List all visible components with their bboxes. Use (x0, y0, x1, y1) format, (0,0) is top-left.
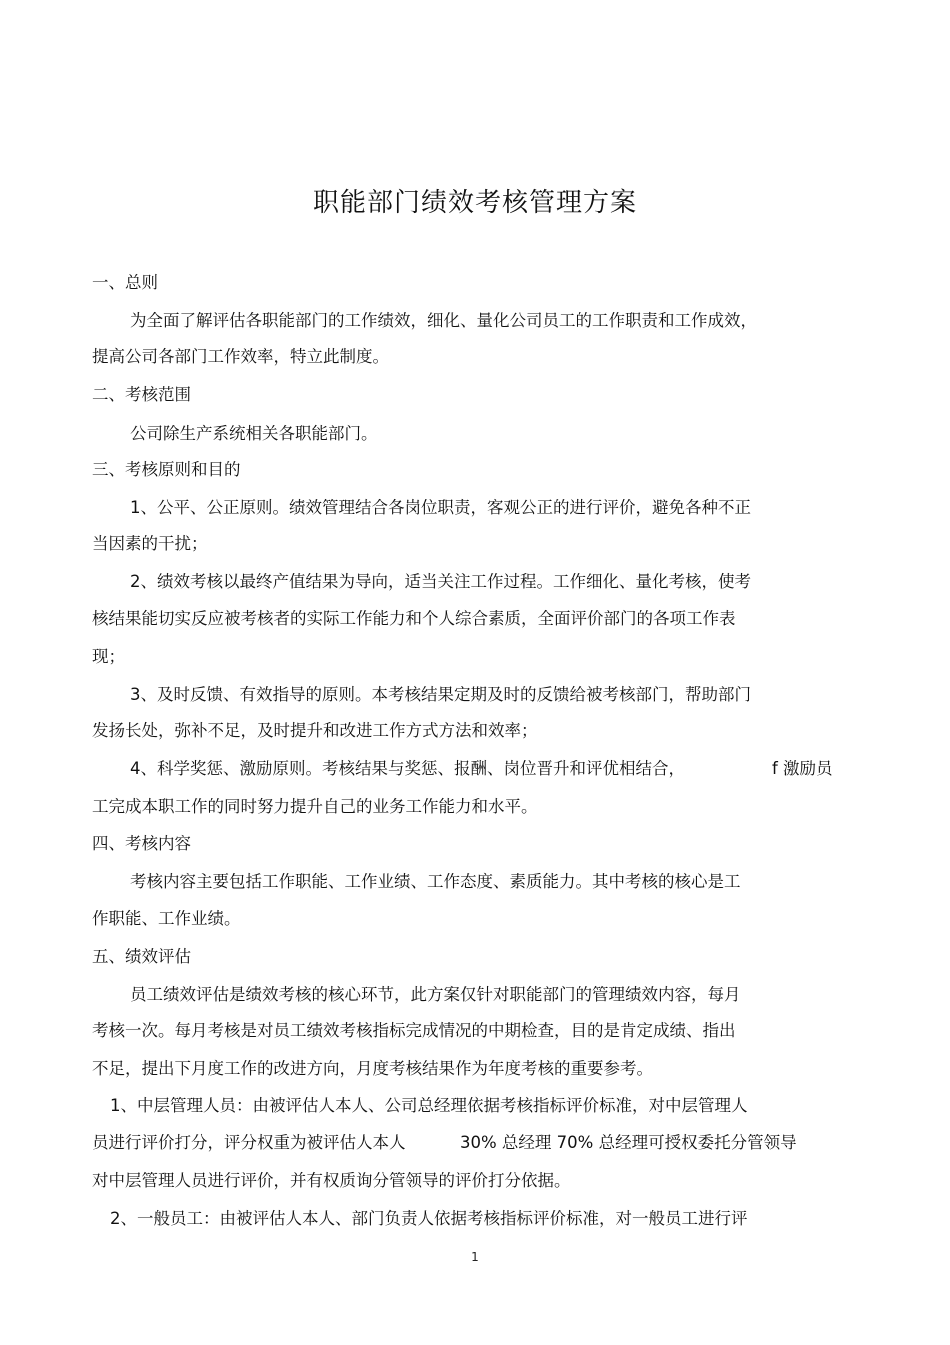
paragraph-line: 为全面了解评估各职能部门的工作绩效，细化、量化公司员工的工作职责和工作成效， (130, 311, 757, 330)
section-heading-general: 一、总则 (92, 273, 158, 292)
paragraph-line: 员进行评价打分，评分权重为被评估人本人 (92, 1133, 406, 1152)
paragraph-line: 发扬长处，弥补不足，及时提升和改进工作方式方法和效率； (92, 721, 538, 740)
paragraph-line-fragment: f 激励员 (772, 759, 833, 778)
paragraph-line: 核结果能切实反应被考核者的实际工作能力和个人综合素质，全面评价部门的各项工作表 (92, 609, 736, 628)
paragraph-line: 3、及时反馈、有效指导的原则。本考核结果定期及时的反馈给被考核部门，帮助部门 (130, 685, 751, 704)
document-title: 职能部门绩效考核管理方案 (312, 188, 637, 218)
paragraph-line: 公司除生产系统相关各职能部门。 (130, 424, 378, 443)
paragraph-line: 2、绩效考核以最终产值结果为导向，适当关注工作过程。工作细化、量化考核，使考 (130, 572, 751, 591)
paragraph-line: 员工绩效评估是绩效考核的核心环节，此方案仅针对职能部门的管理绩效内容，每月 (130, 985, 741, 1004)
paragraph-line: 考核内容主要包括工作职能、工作业绩、工作态度、素质能力。其中考核的核心是工 (130, 872, 741, 891)
paragraph-line: 现； (92, 647, 125, 666)
page-number: 1 (471, 1250, 479, 1264)
section-heading-content: 四、考核内容 (92, 834, 191, 853)
paragraph-line: 工完成本职工作的同时努力提升自己的业务工作能力和水平。 (92, 797, 538, 816)
paragraph-line-fragment: 30% 总经理 70% 总经理可授权委托分管领导 (460, 1133, 797, 1152)
paragraph-line: 提高公司各部门工作效率，特立此制度。 (92, 347, 389, 366)
paragraph-line: 1、公平、公正原则。绩效管理结合各岗位职责，客观公正的进行评价，避免各种不正 (130, 498, 751, 517)
paragraph-line: 当因素的干扰； (92, 534, 208, 553)
section-heading-evaluation: 五、绩效评估 (92, 947, 191, 966)
paragraph-line: 1、中层管理人员：由被评估人本人、公司总经理依据考核指标评价标准，对中层管理人 (110, 1096, 748, 1115)
section-heading-scope: 二、考核范围 (92, 385, 191, 404)
paragraph-line: 作职能、工作业绩。 (92, 909, 241, 928)
paragraph-line: 对中层管理人员进行评价，并有权质询分管领导的评价打分依据。 (92, 1171, 571, 1190)
paragraph-line: 4、科学奖惩、激励原则。考核结果与奖惩、报酬、岗位晋升和评优相结合， (130, 759, 685, 778)
paragraph-line: 不足，提出下月度工作的改进方向，月度考核结果作为年度考核的重要参考。 (92, 1059, 653, 1078)
paragraph-line: 2、一般员工：由被评估人本人、部门负责人依据考核指标评价标准，对一般员工进行评 (110, 1209, 748, 1228)
paragraph-line: 考核一次。每月考核是对员工绩效考核指标完成情况的中期检查，目的是肯定成绩、指出 (92, 1021, 736, 1040)
section-heading-principles: 三、考核原则和目的 (92, 460, 241, 479)
